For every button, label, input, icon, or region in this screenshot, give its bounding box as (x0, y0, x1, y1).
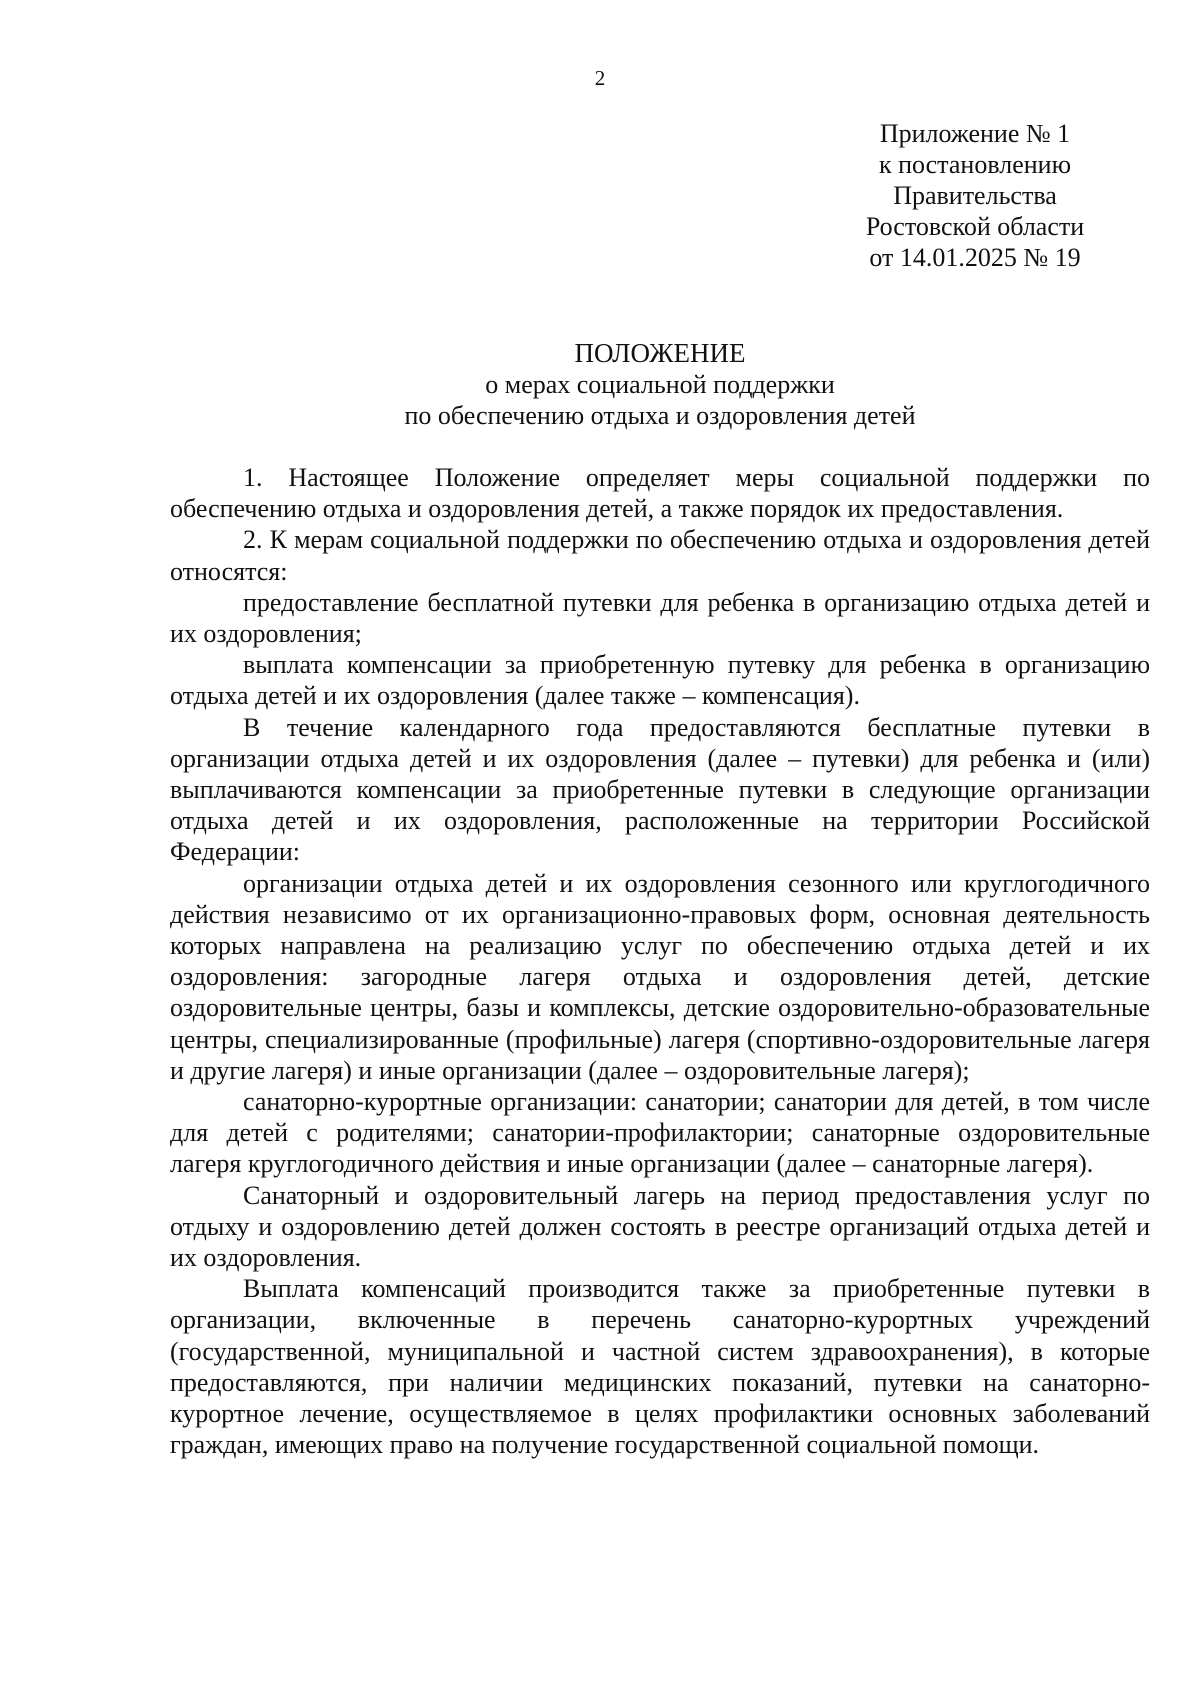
paragraph: 2. К мерам социальной поддержки по обеспечению отдыха и оздоровления детей относятся: (170, 525, 1150, 586)
appendix-line: Приложение № 1 (879, 119, 1071, 148)
paragraph: 1. Настоящее Положение определяет меры социальной поддержки по обеспечению отдыха и оздоровления детей, а также порядок их предоставления. (170, 463, 1150, 524)
title-heading: ПОЛОЖЕНИЕ (574, 338, 746, 368)
document-body (170, 462, 1150, 1461)
appendix-line: Ростовской области (865, 212, 1085, 241)
paragraph: В течение календарного года предоставляются бесплатные путевки в организации отдыха детей и их оздоровления (далее – путевки) для ребенка и (или) выплачиваются компенсации за приобретенные путевки в следующие организации отдыха детей и их оздоровления, расположенные на территории Российской Федерации: (170, 712, 1150, 867)
paragraph: санаторно-курортные организации: санатории; санатории для детей, в том числе для детей с родителями; санатории-профилактории; санаторные оздоровительные лагеря круглогодичного действия и иные организации (далее – санаторные лагеря). (170, 1087, 1150, 1179)
appendix-header (810, 118, 1140, 273)
appendix-line: Правительства (893, 181, 1057, 210)
paragraph: предоставление бесплатной путевки для ребенка в организацию отдыха детей и их оздоровления; (170, 587, 1150, 649)
title-subtitle: о мерах социальной поддержки (485, 370, 835, 399)
page-number: 2 (594, 66, 606, 90)
document-title (170, 338, 1150, 431)
appendix-line: от 14.01.2025 № 19 (869, 243, 1081, 272)
appendix-line: к постановлению (878, 150, 1072, 179)
paragraph: организации отдыха детей и их оздоровления сезонного или круглогодичного действия независимо от их организационно-правовых форм, основная деятельность которых направлена на реализацию услуг по обеспечению отдыха детей и их оздоровления: загородные лагеря отдыха и оздоровления детей, детские оздоровительные центры, базы и комплексы, детские оздоровительно-образовательные центры, специализированные (профильные) лагеря (спортивно-оздоровительные лагеря и другие лагеря) и иные организации (далее – оздоровительные лагеря); (170, 868, 1150, 1085)
title-subtitle: по обеспечению отдыха и оздоровления детей (404, 401, 916, 430)
paragraph: выплата компенсации за приобретенную путевку для ребенка в организацию отдыха детей и их оздоровления (далее также – компенсация). (170, 650, 1150, 711)
paragraph: Выплата компенсаций производится также за приобретенные путевки в организации, включенные в перечень санаторно-курортных учреждений (государственной, муниципальной и частной систем здравоохранения), в которые предоставляются, при наличии медицинских показаний, путевки на санаторно-курортное лечение, осуществляемое в целях профилактики основных заболеваний граждан, имеющих право на получение государственной социальной помощи. (170, 1274, 1150, 1460)
paragraph: Санаторный и оздоровительный лагерь на период предоставления услуг по отдыху и оздоровлению детей должен состоять в реестре организаций отдыха детей и их оздоровления. (170, 1180, 1150, 1273)
